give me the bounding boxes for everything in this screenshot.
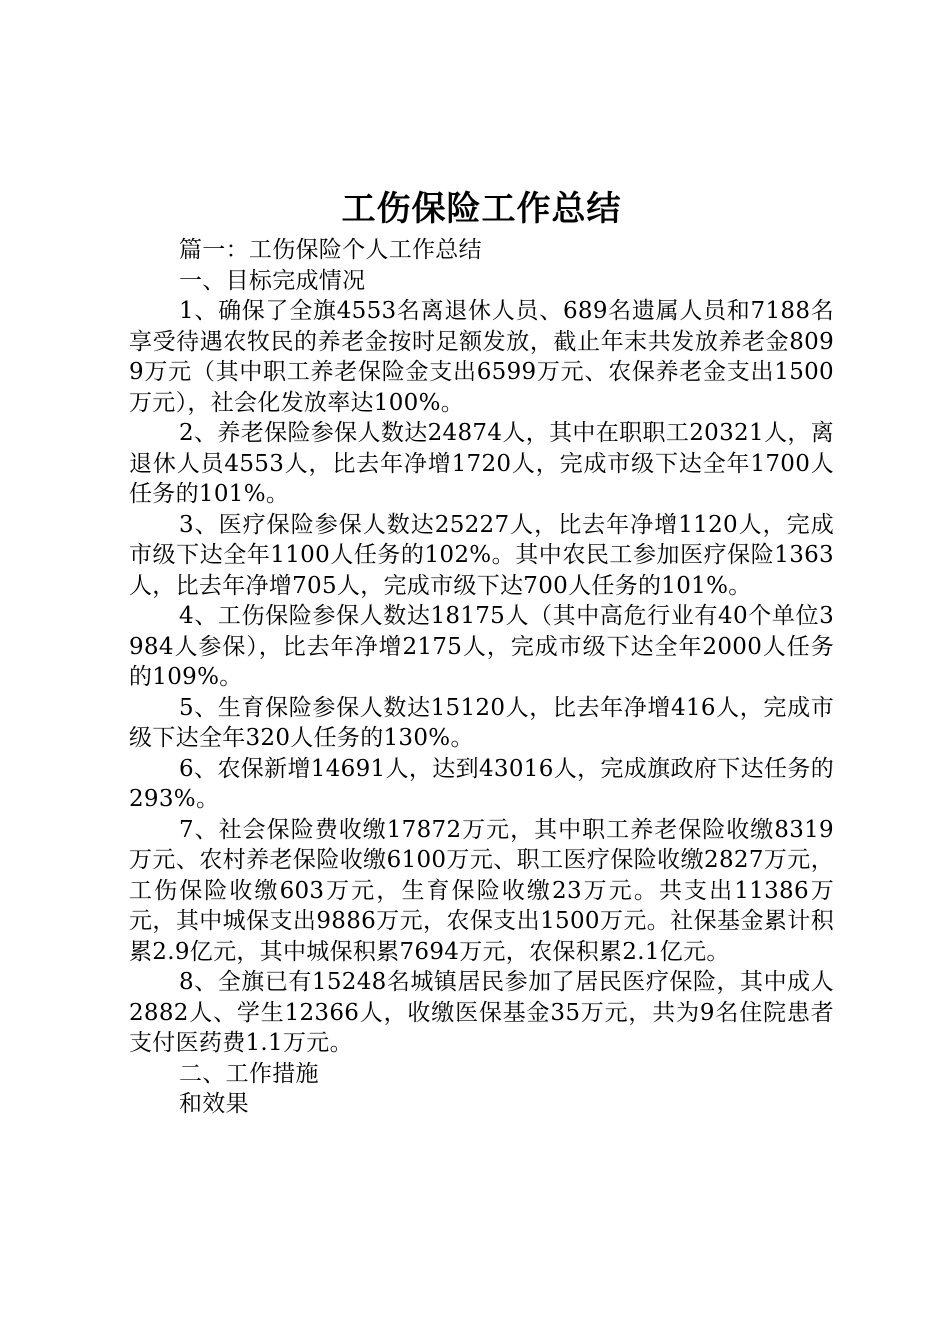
document-title: 工伤保险工作总结 [341, 189, 622, 229]
section-heading-goals: 一、目标完成情况 [179, 267, 366, 294]
paragraph-item-1: 1、确保了全旗4553名离退休人员、689名遗属人员和7188名享受待遇农牧民的养老金按时足额发放，截止年末共发放养老金8099万元（其中职工养老保险金支出6599万元、农保养老金支出1500万元），社会化发放率达100%。 [129, 298, 834, 416]
paragraph-item-8: 8、全旗已有15248名城镇居民参加了居民医疗保险，其中成人2882人、学生12366人，收缴医保基金35万元，共为9名住院患者支付医药费1.1万元。 [129, 969, 834, 1056]
document-page [129, 185, 834, 1120]
article-subtitle: 篇一：工伤保险个人工作总结 [179, 237, 482, 263]
paragraph-item-4: 4、工伤保险参保人数达18175人（其中高危行业有40个单位3984人参保），比去年净增2175人，完成市级下达全年2000人任务的109%。 [129, 603, 834, 690]
paragraph-item-3: 3、医疗保险参保人数达25227人，比去年净增1120人，完成市级下达全年1100人任务的102%。其中农民工参加医疗保险1363人，比去年净增705人，完成市级下达700人任务的101%。 [129, 511, 834, 599]
paragraph-item-6: 6、农保新增14691人，达到43016人，完成旗政府下达任务的293%。 [129, 755, 834, 812]
paragraph-item-2: 2、养老保险参保人数达24874人，其中在职职工20321人，离退休人员4553人，比去年净增1720人，完成市级下达全年1700人任务的101%。 [129, 420, 834, 507]
section-heading-continuation: 和效果 [179, 1091, 249, 1117]
section-heading-measures: 二、工作措施 [179, 1060, 319, 1087]
paragraph-item-7: 7、社会保险费收缴17872万元，其中职工养老保险收缴8319万元、农村养老保险收缴6100万元、职工医疗保险收缴2827万元，工伤保险收缴603万元，生育保险收缴23万元。共支出11386万元，其中城保支出9886万元，农保支出1500万元。社保基金累计积累2.9亿元，其中城保积累7694万元，农保积累2.1亿元。 [129, 816, 834, 965]
paragraph-item-5: 5、生育保险参保人数达15120人，比去年净增416人，完成市级下达全年320人任务的130%。 [129, 694, 834, 751]
